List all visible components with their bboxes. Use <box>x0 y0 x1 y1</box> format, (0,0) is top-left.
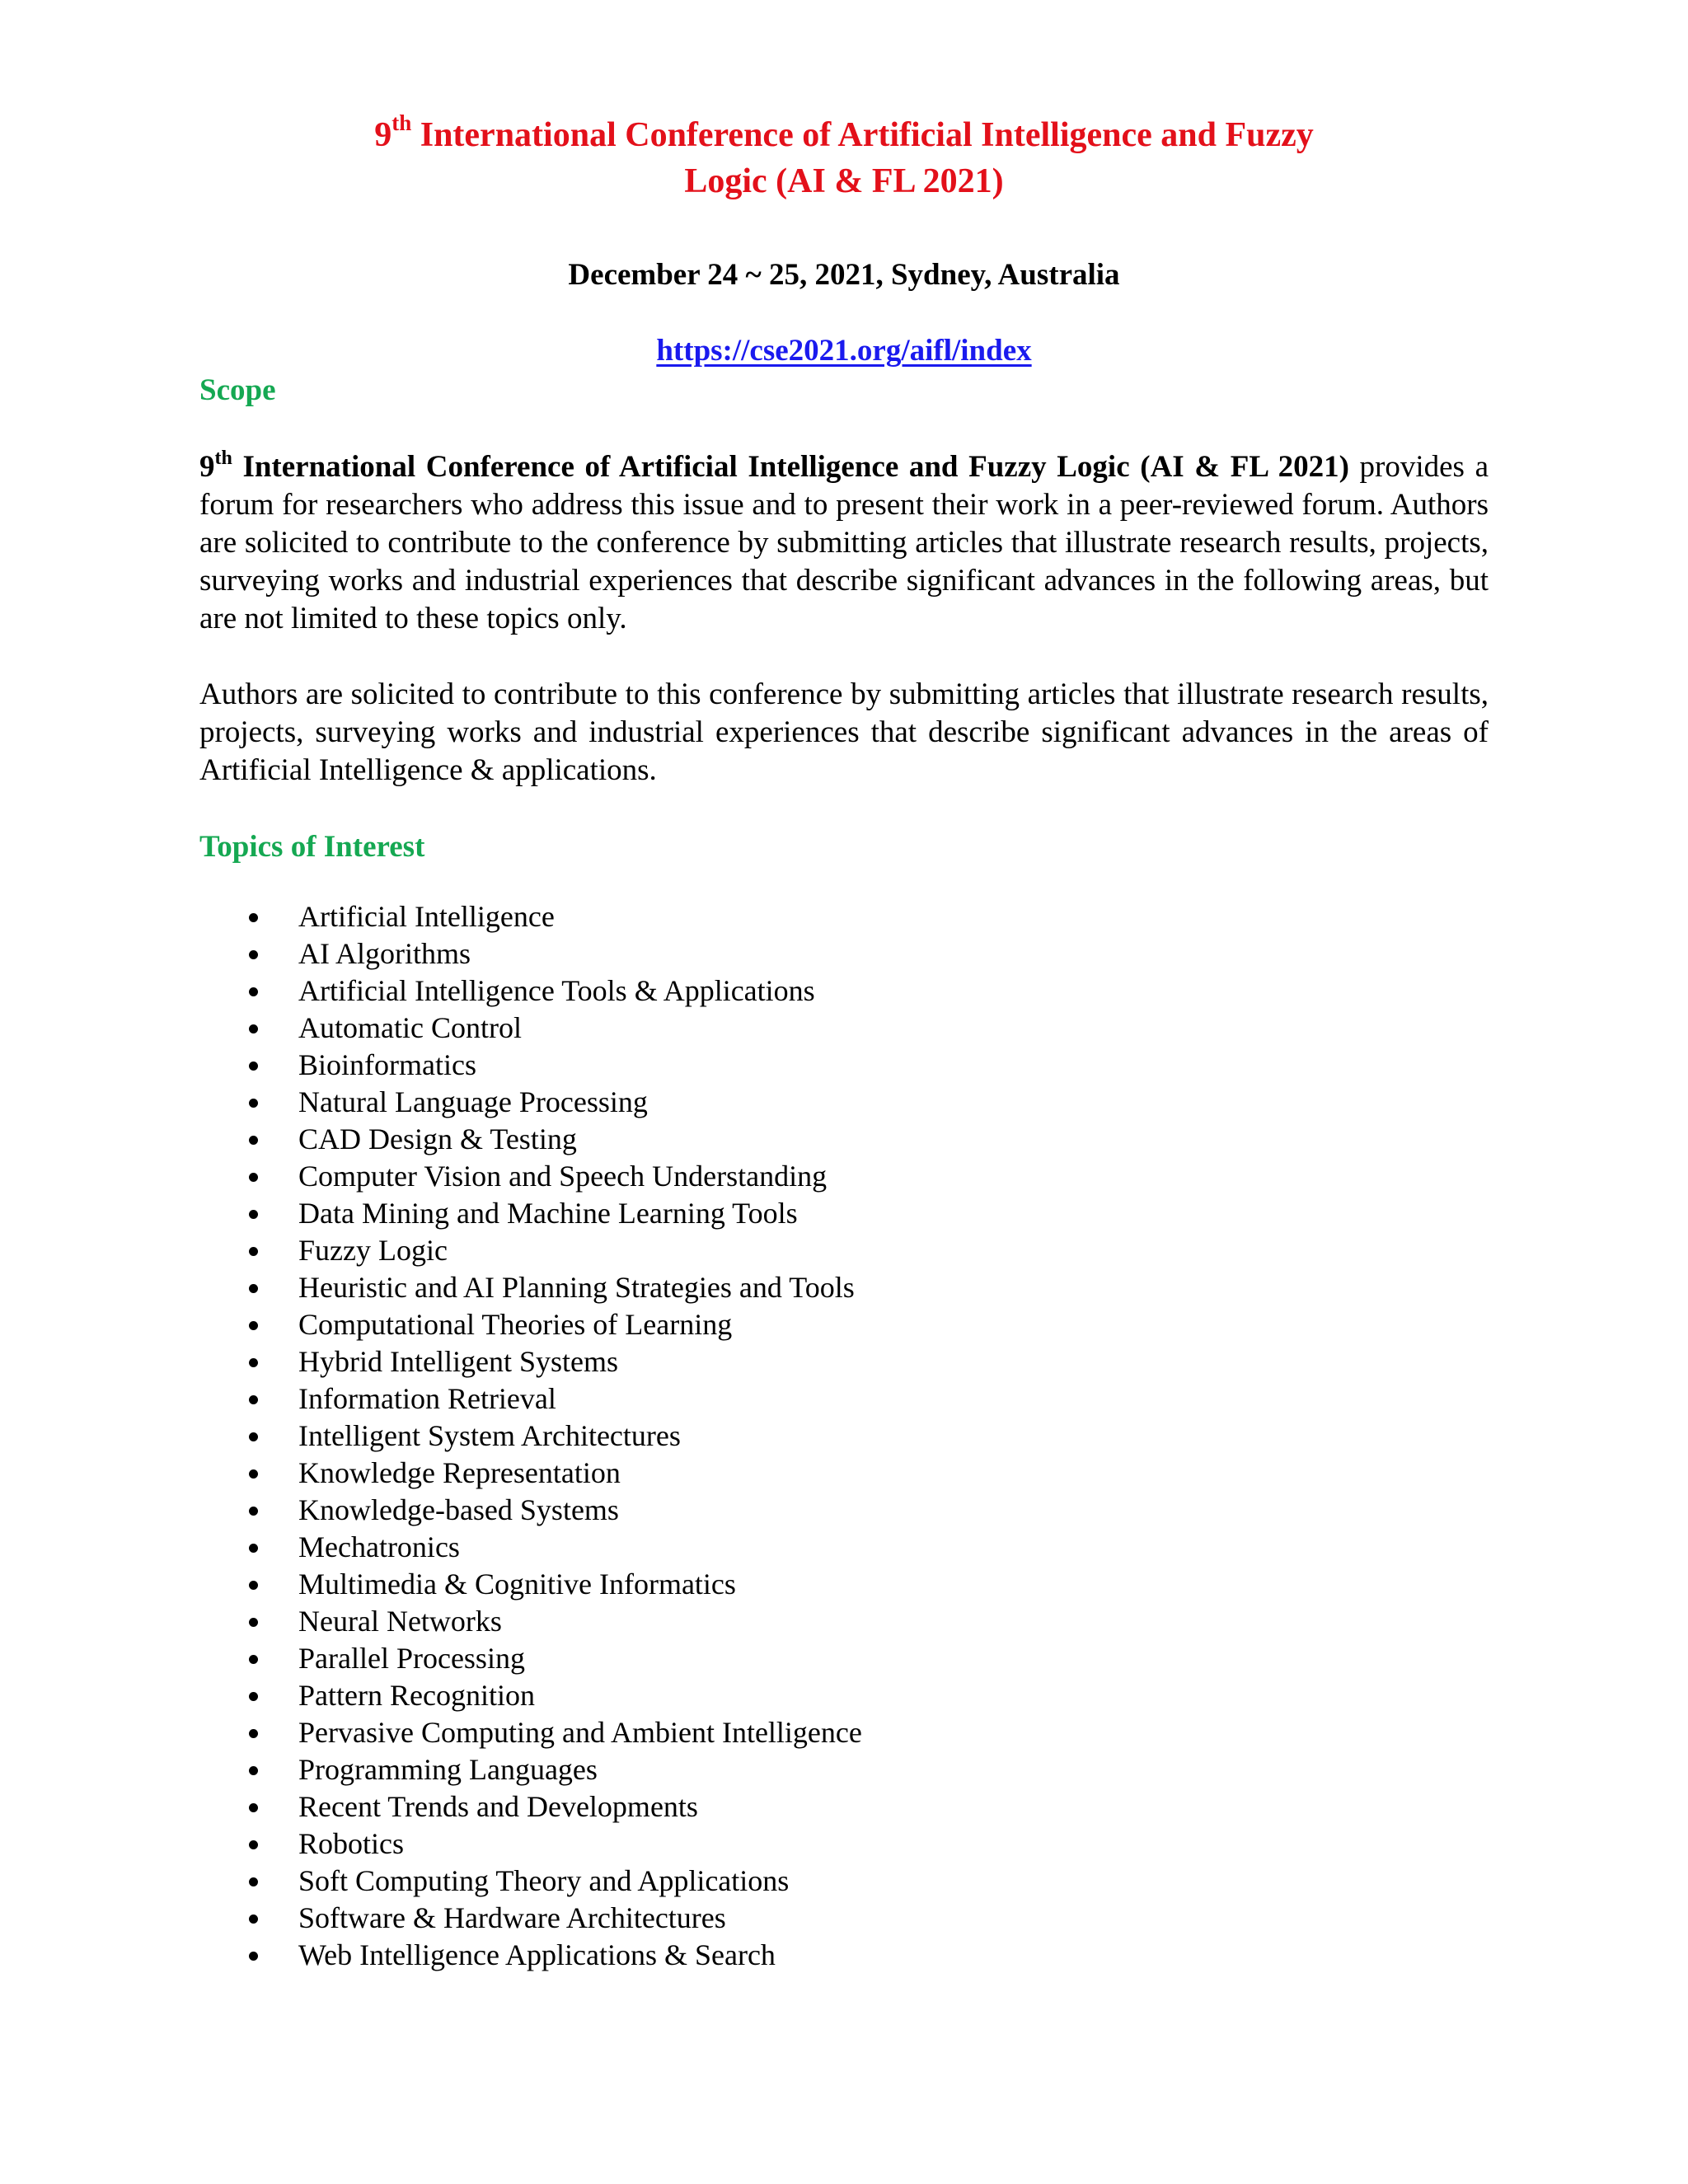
scope-heading: Scope <box>199 373 276 407</box>
title-ordinal: 9 <box>374 116 392 154</box>
topic-label: Software & Hardware Architectures <box>298 1901 726 1934</box>
topic-list-item <box>0 1195 1688 1232</box>
bullet-icon <box>249 1284 258 1293</box>
topic-list-item <box>0 898 1688 935</box>
topic-list-item <box>0 1751 1688 1788</box>
topic-label: Data Mining and Machine Learning Tools <box>298 1197 798 1230</box>
conference-title <box>199 112 1489 204</box>
topic-list-item <box>0 1714 1688 1751</box>
bullet-icon <box>249 1692 258 1701</box>
bullet-icon <box>249 1247 258 1256</box>
topic-label: Pervasive Computing and Ambient Intelligence <box>298 1716 862 1749</box>
scope-lead-ordinal: 9 <box>199 450 215 484</box>
topic-list-item <box>0 1640 1688 1677</box>
bullet-icon <box>249 1024 258 1033</box>
title-ordinal-suffix: th <box>392 110 412 135</box>
topic-list-item <box>0 1232 1688 1269</box>
bullet-icon <box>249 1766 258 1775</box>
topic-list-item <box>0 1010 1688 1047</box>
topic-label: Computer Vision and Speech Understanding <box>298 1160 828 1193</box>
topic-label: AI Algorithms <box>298 937 471 970</box>
bullet-icon <box>249 1358 258 1367</box>
scope-paragraph-2: Authors are solicited to contribute to this conference by submitting articles that illustrate research results, projects, surveying works and industrial experiences that describe significant advances in the areas of Artificial Intelligence & applications. <box>199 677 1489 787</box>
topic-label: Robotics <box>298 1827 405 1860</box>
bullet-icon <box>249 950 258 959</box>
topic-list-item <box>0 1677 1688 1714</box>
topic-list-item <box>0 1788 1688 1825</box>
title-line2: Logic (AI & FL 2021) <box>684 162 1004 200</box>
topic-label: Web Intelligence Applications & Search <box>298 1938 776 1971</box>
bullet-icon <box>249 1840 258 1849</box>
topic-list-item <box>0 1937 1688 1974</box>
topic-list-item <box>0 1603 1688 1640</box>
topic-list-item <box>0 1492 1688 1529</box>
topic-label: Multimedia & Cognitive Informatics <box>298 1568 736 1601</box>
bullet-icon <box>249 1062 258 1071</box>
topic-list-item <box>0 1825 1688 1863</box>
topic-label: Recent Trends and Developments <box>298 1790 698 1823</box>
topic-label: Mechatronics <box>298 1530 460 1563</box>
bullet-icon <box>249 1395 258 1404</box>
topics-list <box>0 898 1688 1974</box>
topics-heading: Topics of Interest <box>199 830 425 864</box>
topic-label: Intelligent System Architectures <box>298 1419 681 1452</box>
topic-label: Knowledge-based Systems <box>298 1493 619 1526</box>
bullet-icon <box>249 1136 258 1145</box>
bullet-icon <box>249 1099 258 1108</box>
topic-label: Automatic Control <box>298 1011 522 1044</box>
dates-location: December 24 ~ 25, 2021, Sydney, Australia <box>568 258 1120 292</box>
topic-label: Natural Language Processing <box>298 1085 648 1118</box>
topic-label: Soft Computing Theory and Applications <box>298 1864 790 1897</box>
conference-url-line <box>0 331 1688 371</box>
bullet-icon <box>249 1729 258 1738</box>
topic-list-item <box>0 1900 1688 1937</box>
bullet-icon <box>249 1321 258 1330</box>
topic-list-item <box>0 1269 1688 1306</box>
topic-label: Knowledge Representation <box>298 1456 621 1489</box>
scope-lead-text: International Conference of Artificial Intelligence and Fuzzy Logic (AI & FL 2021) <box>232 450 1349 484</box>
scope-paragraph-1 <box>199 448 1489 638</box>
topic-label: Programming Languages <box>298 1753 598 1786</box>
title-line1: International Conference of Artificial Intelligence and Fuzzy <box>411 116 1314 154</box>
topic-label: Bioinformatics <box>298 1048 476 1081</box>
topic-label: Neural Networks <box>298 1605 502 1638</box>
bullet-icon <box>249 1803 258 1812</box>
bullet-icon <box>249 1655 258 1664</box>
bullet-icon <box>249 1877 258 1886</box>
topic-list-item <box>0 1047 1688 1084</box>
topic-list-item <box>0 1121 1688 1158</box>
topic-label: Hybrid Intelligent Systems <box>298 1345 618 1378</box>
topic-list-item <box>0 972 1688 1010</box>
topic-label: Pattern Recognition <box>298 1679 535 1712</box>
bullet-icon <box>249 1210 258 1219</box>
topic-label: Computational Theories of Learning <box>298 1308 733 1341</box>
topic-list-item <box>0 1343 1688 1380</box>
bullet-icon <box>249 1507 258 1516</box>
topic-label: Information Retrieval <box>298 1382 556 1415</box>
topic-list-item <box>0 1306 1688 1343</box>
topic-label: Artificial Intelligence <box>298 900 555 933</box>
bullet-icon <box>249 1432 258 1441</box>
topic-label: Heuristic and AI Planning Strategies and Tools <box>298 1271 855 1304</box>
topic-list-item <box>0 1418 1688 1455</box>
scope-lead <box>199 447 1349 484</box>
bullet-icon <box>249 1915 258 1924</box>
topic-list-item <box>0 1863 1688 1900</box>
topic-label: CAD Design & Testing <box>298 1122 577 1155</box>
bullet-icon <box>249 1618 258 1627</box>
bullet-icon <box>249 1173 258 1182</box>
bullet-icon <box>249 1952 258 1961</box>
topic-list-item <box>0 1158 1688 1195</box>
bullet-icon <box>249 913 258 922</box>
scope-paragraph-1-body: provides a forum for researchers who address this issue and to present their work in a peer-reviewed forum. Authors are solicited to contribute to the conference by submitting articles that illustrate research results, projects, surveying works and industrial experiences that describe significant advances in the following areas, but are not limited to these topics only. <box>199 450 1489 635</box>
topic-list-item <box>0 1566 1688 1603</box>
bullet-icon <box>249 1581 258 1590</box>
scope-lead-suffix: th <box>214 447 232 469</box>
topic-list-item <box>0 935 1688 972</box>
bullet-icon <box>249 987 258 996</box>
bullet-icon <box>249 1544 258 1553</box>
topic-label: Fuzzy Logic <box>298 1234 448 1267</box>
topic-label: Artificial Intelligence Tools & Applications <box>298 974 815 1007</box>
topic-list-item <box>0 1084 1688 1121</box>
topic-list-item <box>0 1380 1688 1418</box>
topic-list-item <box>0 1455 1688 1492</box>
topic-label: Parallel Processing <box>298 1642 525 1675</box>
topic-list-item <box>0 1529 1688 1566</box>
bullet-icon <box>249 1469 258 1479</box>
conference-url-link[interactable]: https://cse2021.org/aifl/index <box>656 334 1032 368</box>
